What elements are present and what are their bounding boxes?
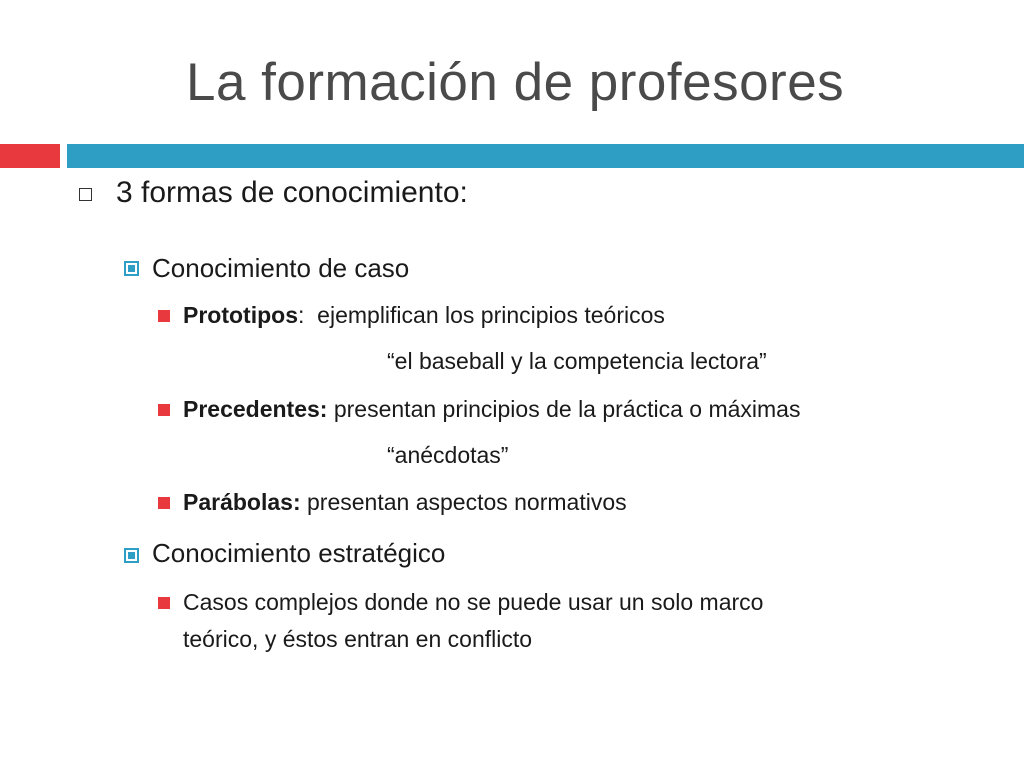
case-knowledge-heading: Conocimiento de caso	[152, 253, 410, 283]
prototipos-item	[183, 302, 665, 329]
strategic-item-line1: Casos complejos donde no se puede usar un solo marco	[183, 589, 764, 615]
prototipos-desc: ejemplifican los principios teóricos	[317, 302, 665, 328]
accent-bar-blue	[67, 144, 1024, 168]
red-square-bullet-icon	[158, 497, 170, 509]
precedentes-item	[183, 396, 800, 423]
parabolas-item	[183, 489, 627, 516]
accent-bar-red	[0, 144, 60, 168]
framed-square-bullet-icon	[124, 548, 139, 563]
red-square-bullet-icon	[158, 310, 170, 322]
red-square-bullet-icon	[158, 404, 170, 416]
strategic-item-line2: teórico, y éstos entran en conflicto	[183, 626, 533, 652]
hollow-square-bullet-icon	[79, 188, 92, 201]
precedentes-term: Precedentes:	[183, 396, 328, 422]
level1-text: 3 formas de conocimiento:	[116, 176, 468, 209]
prototipos-sep: :	[298, 302, 305, 328]
prototipos-term: Prototipos	[183, 302, 298, 328]
prototipos-example: “el baseball y la competencia lectora”	[387, 348, 767, 374]
framed-square-bullet-icon	[124, 261, 139, 276]
parabolas-term: Parábolas:	[183, 489, 301, 515]
slide-title: La formación de profesores	[186, 53, 845, 112]
red-square-bullet-icon	[158, 597, 170, 609]
strategic-knowledge-heading: Conocimiento estratégico	[152, 538, 446, 568]
precedentes-desc: presentan principios de la práctica o máximas	[333, 396, 801, 422]
precedentes-example: “anécdotas”	[387, 442, 509, 468]
parabolas-desc: presentan aspectos normativos	[307, 489, 627, 515]
